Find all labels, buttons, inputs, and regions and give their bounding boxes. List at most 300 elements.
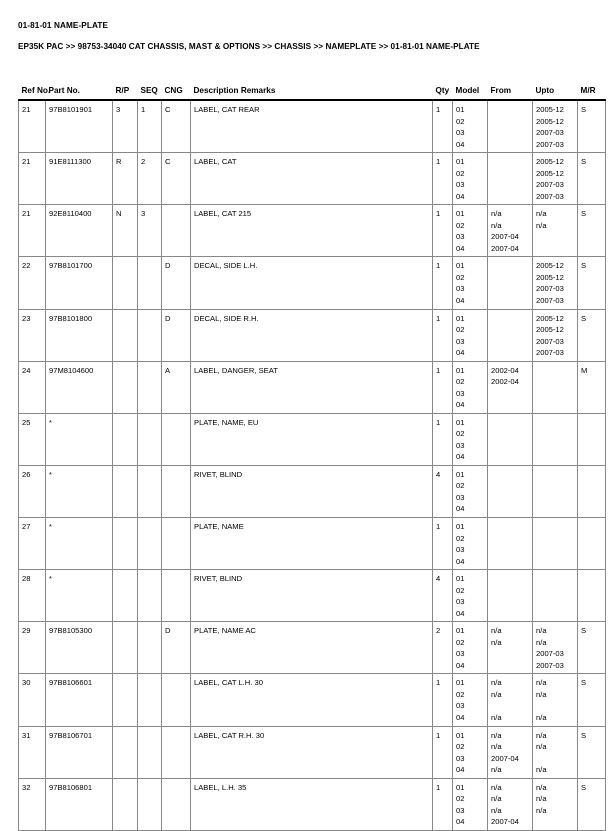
cell-cng — [162, 205, 191, 257]
cell-model-value: 03 — [456, 805, 465, 815]
cell-from — [488, 153, 533, 205]
cell-model-stack — [456, 521, 484, 567]
cell-from-value: n/a — [491, 209, 502, 219]
cell-ref-no — [19, 726, 46, 778]
cell-qty — [433, 257, 453, 309]
cell-mr — [578, 570, 606, 622]
cell-model — [453, 726, 488, 778]
cell-from-value — [491, 608, 529, 620]
cell-rp — [113, 622, 138, 674]
cell-cng-text: C — [165, 157, 171, 167]
table-row[interactable] — [19, 726, 606, 778]
parts-table-header — [19, 86, 606, 100]
cell-ref-no-text: 25 — [22, 417, 31, 427]
cell-upto-stack — [536, 782, 574, 828]
cell-from-value: n/a — [491, 637, 502, 647]
cell-qty-text: 4 — [436, 574, 441, 584]
cell-from — [488, 778, 533, 830]
cell-part-no-text: 97M8104600 — [49, 365, 94, 375]
cell-ref-no-text: 30 — [22, 678, 31, 688]
cell-mr-text: S — [581, 209, 587, 219]
cell-qty — [433, 100, 453, 153]
cell-upto-value — [536, 503, 574, 515]
cell-from-value — [491, 469, 529, 481]
cell-from-stack — [491, 469, 529, 515]
cell-ref-no-text: 27 — [22, 522, 31, 531]
cell-model-value: 02 — [456, 220, 465, 230]
cell-description — [191, 570, 433, 622]
cell-model-value: 01 — [456, 469, 465, 479]
cell-upto-value — [536, 753, 574, 765]
cell-qty — [433, 465, 453, 517]
cell-model-value: 03 — [456, 753, 465, 763]
cell-part-no-text: 92E8110400 — [49, 209, 92, 219]
cell-model-stack — [456, 208, 484, 254]
cell-upto-value: 2005-12 — [536, 313, 564, 323]
cell-from-value — [491, 399, 529, 411]
cell-qty — [433, 413, 453, 465]
cell-upto-value: n/a — [536, 209, 547, 219]
cell-ref-no — [19, 100, 46, 153]
table-row[interactable] — [19, 100, 606, 153]
table-row[interactable] — [19, 674, 606, 726]
cell-model — [453, 570, 488, 622]
cell-description-text: LABEL, DANGER, SEAT — [194, 365, 278, 375]
cell-upto — [533, 518, 578, 570]
cell-rp — [113, 465, 138, 517]
cell-part-no-text: 91E8111300 — [49, 157, 91, 167]
cell-model — [453, 309, 488, 361]
cell-model-value: 04 — [456, 817, 465, 827]
cell-qty — [433, 309, 453, 361]
cell-from-value: 2007-04 — [491, 232, 519, 242]
column-header-part-no: Part No. — [46, 86, 113, 100]
cell-mr — [578, 100, 606, 153]
cell-from-value: n/a — [491, 220, 502, 230]
cell-upto-value: n/a — [536, 712, 547, 722]
cell-description — [191, 100, 433, 153]
cell-upto-value: 2007-03 — [536, 180, 564, 190]
cell-upto — [533, 413, 578, 465]
cell-model-stack — [456, 156, 484, 202]
cell-model-stack — [456, 677, 484, 723]
cell-upto-value: n/a — [536, 742, 547, 752]
cell-from-value — [491, 648, 529, 660]
cell-upto — [533, 205, 578, 257]
cell-upto-value: n/a — [536, 689, 547, 699]
cell-description — [191, 674, 433, 726]
cell-model-value: 02 — [456, 168, 465, 178]
cell-cng — [162, 361, 191, 413]
cell-from-value — [491, 295, 529, 307]
cell-ref-no — [19, 465, 46, 517]
cell-rp-text: N — [116, 209, 122, 219]
cell-from-value: n/a — [491, 742, 502, 752]
cell-from-value: 2002-04 — [491, 365, 519, 375]
cell-from-value — [491, 168, 529, 180]
cell-qty — [433, 674, 453, 726]
cell-seq — [138, 413, 162, 465]
cell-cng — [162, 413, 191, 465]
cell-upto-value — [536, 399, 574, 411]
cell-from — [488, 674, 533, 726]
cell-from-value: n/a — [491, 689, 502, 699]
cell-model-stack — [456, 782, 484, 828]
cell-model-value: 03 — [456, 701, 465, 711]
cell-from-value: n/a — [491, 794, 502, 804]
cell-mr-text: S — [581, 261, 587, 271]
cell-cng — [162, 465, 191, 517]
cell-model-value: 03 — [456, 284, 465, 294]
cell-mr — [578, 257, 606, 309]
cell-mr — [578, 778, 606, 830]
cell-part-no — [46, 674, 113, 726]
cell-model-value: 03 — [456, 128, 465, 138]
cell-model-value: 02 — [456, 742, 465, 752]
cell-upto-stack — [536, 521, 574, 567]
table-row[interactable] — [19, 153, 606, 205]
cell-from-value — [491, 156, 529, 168]
cell-mr-text: S — [581, 157, 587, 167]
cell-description-text: LABEL, CAT — [194, 157, 237, 167]
cell-seq — [138, 309, 162, 361]
cell-upto — [533, 257, 578, 309]
cell-upto-stack — [536, 260, 574, 306]
cell-rp — [113, 361, 138, 413]
cell-from-value — [491, 260, 529, 272]
cell-qty — [433, 570, 453, 622]
cell-upto-value — [536, 521, 574, 533]
cell-model-value: 04 — [456, 295, 465, 305]
cell-seq — [138, 674, 162, 726]
cell-qty — [433, 361, 453, 413]
cell-seq — [138, 205, 162, 257]
cell-seq — [138, 361, 162, 413]
cell-rp — [113, 518, 138, 570]
cell-description — [191, 309, 433, 361]
cell-from-value — [491, 283, 529, 295]
table-row[interactable] — [19, 518, 606, 570]
cell-description — [191, 778, 433, 830]
parts-table-body — [19, 100, 606, 830]
cell-mr-text: S — [581, 730, 587, 740]
cell-model-value: 04 — [456, 191, 465, 201]
cell-qty-text: 1 — [436, 522, 441, 531]
table-row[interactable] — [19, 257, 606, 309]
cell-description-text: PLATE, NAME, EU — [194, 417, 259, 427]
cell-model-value: 02 — [456, 272, 465, 282]
cell-model-value: 04 — [456, 556, 465, 566]
cell-part-no-text: 97B8101901 — [49, 105, 93, 114]
cell-upto-value — [536, 388, 574, 400]
cell-upto-value: n/a — [536, 637, 547, 647]
table-row[interactable] — [19, 570, 606, 622]
cell-rp — [113, 153, 138, 205]
cell-qty-text: 1 — [436, 209, 441, 219]
cell-seq — [138, 465, 162, 517]
cell-upto-value — [536, 365, 574, 377]
cell-ref-no-text: 21 — [22, 209, 31, 219]
cell-part-no — [46, 361, 113, 413]
cell-from-value — [491, 503, 529, 515]
cell-model-value: 02 — [456, 377, 465, 387]
cell-upto-value — [536, 480, 574, 492]
parts-table-container — [18, 86, 594, 831]
column-header-rp: R/P — [113, 86, 138, 100]
cell-upto-stack — [536, 677, 574, 723]
cell-upto-value: 2007-03 — [536, 128, 564, 138]
cell-upto-value — [536, 376, 574, 388]
cell-part-no — [46, 205, 113, 257]
cell-part-no-text: * — [49, 469, 52, 479]
cell-upto-value — [536, 440, 574, 452]
cell-model-stack — [456, 730, 484, 776]
cell-qty — [433, 622, 453, 674]
cell-rp — [113, 309, 138, 361]
cell-mr — [578, 361, 606, 413]
cell-qty-text: 4 — [436, 469, 441, 479]
cell-from — [488, 257, 533, 309]
cell-upto — [533, 100, 578, 153]
cell-model — [453, 518, 488, 570]
cell-model-value: 01 — [456, 313, 465, 323]
cell-description-text: DECAL, SIDE L.H. — [194, 261, 258, 271]
cell-part-no-text: 97B8106701 — [49, 730, 93, 740]
cell-mr-text: M — [581, 365, 588, 375]
cell-from-value — [491, 139, 529, 151]
table-row[interactable] — [19, 205, 606, 257]
cell-from-value — [491, 585, 529, 597]
cell-model-value: 02 — [456, 116, 465, 126]
table-row[interactable] — [19, 622, 606, 674]
cell-model-stack — [456, 573, 484, 619]
cell-from-stack — [491, 365, 529, 411]
cell-from-value — [491, 492, 529, 504]
cell-model-value: 02 — [456, 689, 465, 699]
cell-upto — [533, 153, 578, 205]
cell-rp — [113, 205, 138, 257]
cell-ref-no-text: 23 — [22, 313, 31, 323]
cell-seq — [138, 570, 162, 622]
cell-upto-value: 2007-03 — [536, 295, 564, 305]
cell-qty-text: 1 — [436, 261, 441, 271]
cell-qty-text: 2 — [436, 626, 441, 636]
cell-from-value — [491, 544, 529, 556]
cell-from-value: 2007-04 — [491, 243, 519, 253]
cell-model-value: 04 — [456, 504, 465, 514]
cell-upto-value — [536, 492, 574, 504]
cell-upto-value — [536, 585, 574, 597]
cell-upto-stack — [536, 625, 574, 671]
cell-from-stack — [491, 417, 529, 463]
cell-part-no-text: * — [49, 522, 52, 531]
cell-description — [191, 413, 433, 465]
cell-upto-value — [536, 544, 574, 556]
cell-from — [488, 413, 533, 465]
cell-qty-text: 1 — [436, 730, 441, 740]
cell-from-value — [491, 428, 529, 440]
table-header-row — [19, 86, 606, 100]
cell-mr-text: S — [581, 105, 587, 114]
cell-model-value: 03 — [456, 649, 465, 659]
cell-upto-stack — [536, 573, 574, 619]
cell-part-no-text: 97B8106801 — [49, 782, 93, 792]
table-row[interactable] — [19, 361, 606, 413]
cell-model — [453, 465, 488, 517]
cell-model — [453, 622, 488, 674]
cell-model-value: 02 — [456, 585, 465, 595]
cell-from-stack — [491, 260, 529, 306]
cell-ref-no — [19, 622, 46, 674]
cell-ref-no — [19, 309, 46, 361]
cell-from-value: n/a — [491, 626, 502, 636]
cell-from-stack — [491, 208, 529, 254]
cell-seq — [138, 622, 162, 674]
cell-part-no — [46, 257, 113, 309]
cell-qty-text: 1 — [436, 365, 441, 375]
cell-from-stack — [491, 677, 529, 723]
cell-model-stack — [456, 313, 484, 359]
cell-model-value: 04 — [456, 712, 465, 722]
table-row[interactable] — [19, 309, 606, 361]
cell-from-value: n/a — [491, 730, 502, 740]
cell-upto-stack — [536, 208, 574, 254]
cell-from — [488, 309, 533, 361]
cell-from-value — [491, 388, 529, 400]
cell-upto — [533, 622, 578, 674]
cell-from-stack — [491, 313, 529, 359]
cell-ref-no-text: 29 — [22, 626, 31, 636]
cell-model-value: 01 — [456, 417, 465, 427]
cell-cng — [162, 570, 191, 622]
cell-from-value — [491, 104, 529, 116]
cell-model-value: 04 — [456, 660, 465, 670]
cell-model-stack — [456, 625, 484, 671]
cell-description-text: DECAL, SIDE R.H. — [194, 313, 259, 323]
column-header-description: Description Remarks — [191, 86, 433, 100]
cell-ref-no — [19, 778, 46, 830]
cell-from-value: n/a — [491, 712, 502, 722]
cell-description-text: LABEL, CAT R.H. 30 — [194, 730, 265, 740]
cell-from-value: n/a — [491, 678, 502, 688]
cell-model — [453, 413, 488, 465]
cell-cng-text: C — [165, 105, 171, 114]
cell-model-value: 03 — [456, 597, 465, 607]
cell-part-no — [46, 778, 113, 830]
column-header-seq: SEQ — [138, 86, 162, 100]
cell-rp — [113, 100, 138, 153]
cell-upto-value: 2007-03 — [536, 660, 564, 670]
cell-seq — [138, 100, 162, 153]
cell-upto — [533, 361, 578, 413]
cell-rp-text: 3 — [116, 105, 121, 114]
cell-model-value: 01 — [456, 261, 465, 271]
cell-description-text: RIVET, BLIND — [194, 469, 243, 479]
cell-part-no-text: * — [49, 574, 52, 584]
cell-model-value: 04 — [456, 400, 465, 410]
cell-upto-value — [536, 243, 574, 255]
cell-upto-value: n/a — [536, 678, 547, 688]
table-row[interactable] — [19, 778, 606, 830]
cell-upto-value: 2007-03 — [536, 191, 564, 201]
cell-ref-no — [19, 257, 46, 309]
cell-model-value: 02 — [456, 637, 465, 647]
cell-upto-value — [536, 428, 574, 440]
cell-upto — [533, 778, 578, 830]
table-row[interactable] — [19, 465, 606, 517]
cell-from-value — [491, 440, 529, 452]
cell-ref-no — [19, 153, 46, 205]
cell-from-value — [491, 127, 529, 139]
cell-upto — [533, 674, 578, 726]
cell-upto-value: n/a — [536, 220, 547, 230]
column-header-qty: Qty — [433, 86, 453, 100]
column-header-cng: CNG — [162, 86, 191, 100]
cell-upto-stack — [536, 417, 574, 463]
cell-upto-value: n/a — [536, 782, 547, 792]
table-row[interactable] — [19, 413, 606, 465]
cell-qty — [433, 153, 453, 205]
cell-model-value: 01 — [456, 365, 465, 375]
cell-ref-no-text: 21 — [22, 105, 31, 114]
cell-from-stack — [491, 573, 529, 619]
cell-from-value — [491, 573, 529, 585]
cell-from-stack — [491, 156, 529, 202]
cell-from — [488, 726, 533, 778]
cell-upto-value: 2005-12 — [536, 325, 564, 335]
cell-upto-stack — [536, 156, 574, 202]
cell-cng — [162, 309, 191, 361]
cell-seq — [138, 153, 162, 205]
cell-description-text: LABEL, CAT 215 — [194, 209, 252, 219]
cell-cng — [162, 778, 191, 830]
cell-model-stack — [456, 417, 484, 463]
cell-from-value — [491, 660, 529, 672]
cell-cng-text: D — [165, 626, 171, 636]
cell-mr — [578, 205, 606, 257]
cell-from-value: n/a — [491, 805, 502, 815]
cell-upto-value: 2007-03 — [536, 336, 564, 346]
cell-upto-value — [536, 816, 574, 828]
cell-cng — [162, 622, 191, 674]
cell-model-stack — [456, 469, 484, 515]
column-header-model: Model — [453, 86, 488, 100]
cell-mr — [578, 518, 606, 570]
cell-part-no — [46, 413, 113, 465]
cell-model-value: 01 — [456, 209, 465, 219]
cell-description-text: RIVET, BLIND — [194, 574, 243, 584]
column-header-from: From — [488, 86, 533, 100]
cell-model-value: 03 — [456, 440, 465, 450]
cell-upto — [533, 570, 578, 622]
page-title: 01-81-01 NAME-PLATE — [18, 21, 109, 30]
cell-upto-value — [536, 451, 574, 463]
cell-from — [488, 518, 533, 570]
cell-upto-value: 2005-12 — [536, 116, 564, 126]
cell-from — [488, 622, 533, 674]
cell-part-no — [46, 465, 113, 517]
cell-from-stack — [491, 730, 529, 776]
cell-model-value: 03 — [456, 492, 465, 502]
cell-from-value — [491, 451, 529, 463]
cell-mr-text: S — [581, 626, 587, 636]
cell-model-value: 02 — [456, 325, 465, 335]
cell-upto-value — [536, 231, 574, 243]
cell-from — [488, 100, 533, 153]
cell-model-value: 01 — [456, 157, 465, 167]
cell-mr — [578, 413, 606, 465]
cell-part-no-text: 97B8101800 — [49, 313, 93, 323]
